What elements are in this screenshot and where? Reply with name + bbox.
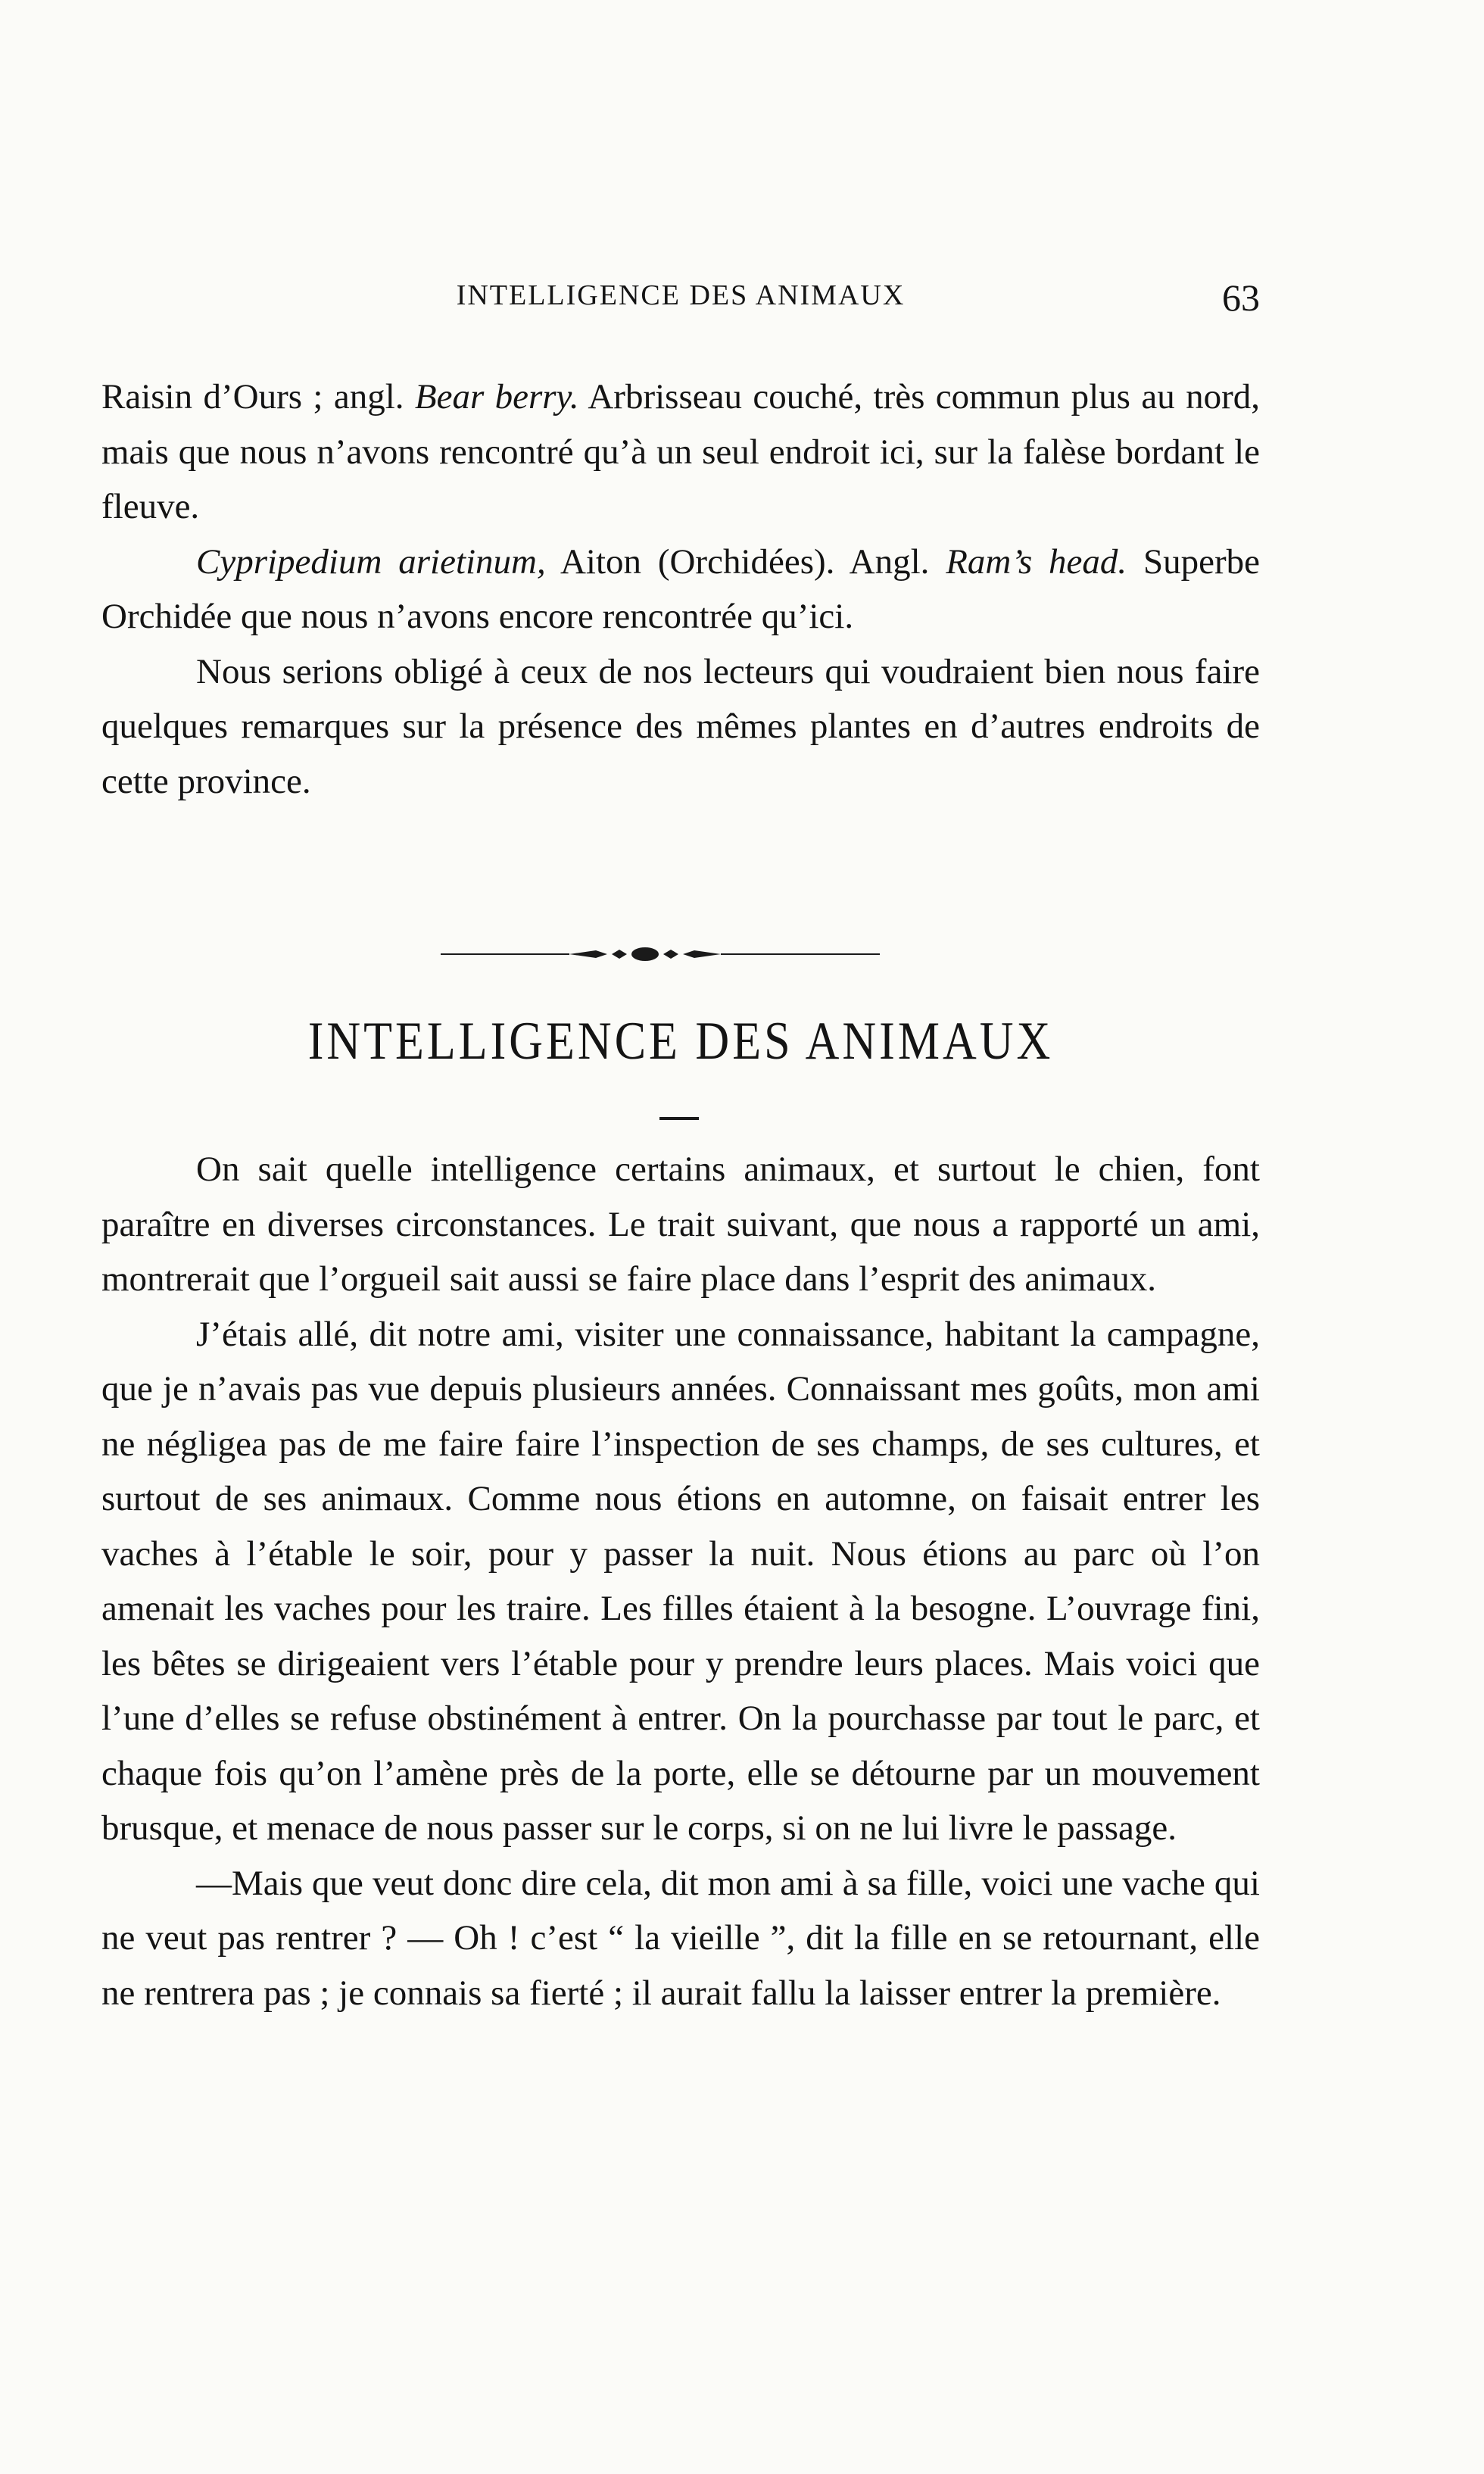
paragraph-readers-request: Nous serions obligé à ceux de nos lecteurs qui voudraient bien nous faire quelques remarques sur la présence des mêmes plantes en d’autres endroits de cette province. bbox=[101, 651, 1260, 801]
article-paragraph: On sait quelle intelligence certains animaux, et surtout le chien, font paraître en diverses circonstances. Le trait suivant, que nous a rapporté un ami, montrerait que l’orgueil sait aussi se faire place dans l’esprit des animaux. bbox=[101, 1150, 1260, 1299]
paragraph-raisin-dours: Raisin d’Ours ; angl. Bear berry. Arbrisseau couché, très commun plus au nord, mais que nous n’avons rencontré qu’à un seul endroit ici, sur la falèse bordant le fleuve. bbox=[101, 377, 1260, 526]
botanical-notes bbox=[101, 370, 1260, 809]
article-paragraph: —Mais que veut donc dire cela, dit mon ami à sa fille, voici une vache qui ne veut pas rentrer ? — Oh ! c’est “ la vieille ”, dit la fille en se retournant, elle ne rentrera pas ; je connais sa fierté ; il aurait fallu la laisser entrer la première. bbox=[101, 1863, 1260, 2013]
article-body bbox=[101, 1142, 1260, 2020]
paragraph-cypripedium: Cypripedium arietinum, Aiton (Orchidées). Angl. Ram’s head. Superbe Orchidée que nous n’avons encore rencontrée qu’ici. bbox=[101, 541, 1260, 636]
article-title: INTELLIGENCE DES ANIMAUX bbox=[307, 1011, 1054, 1072]
page-number: 63 bbox=[1222, 276, 1260, 319]
running-header bbox=[101, 276, 1260, 332]
running-title: INTELLIGENCE DES ANIMAUX bbox=[456, 279, 906, 311]
section-divider-ornament bbox=[441, 943, 880, 966]
title-rule bbox=[659, 1117, 699, 1120]
article-paragraph: J’étais allé, dit notre ami, visiter une connaissance, habitant la campagne, que je n’avais pas vue depuis plusieurs années. Connaissant mes goûts, mon ami ne négligea pas de me faire faire l’inspection de ses champs, de ses cultures, et surtout de ses animaux. Comme nous étions en automne, on faisait entrer les vaches à l’étable le soir, pour y passer la nuit. Nous étions au parc où l’on amenait les vaches pour les traire. Les filles étaient à la besogne. L’ouvrage fini, les bêtes se dirigeaient vers l’étable pour y prendre leurs places. Mais voici que l’une d’elles se refuse obstinément à entrer. On la pourchasse par tout le parc, et chaque fois qu’on l’amène près de la porte, elle se détourne par un mouvement brusque, et menace de nous passer sur le corps, si on ne lui livre le passage. bbox=[101, 1314, 1260, 1848]
